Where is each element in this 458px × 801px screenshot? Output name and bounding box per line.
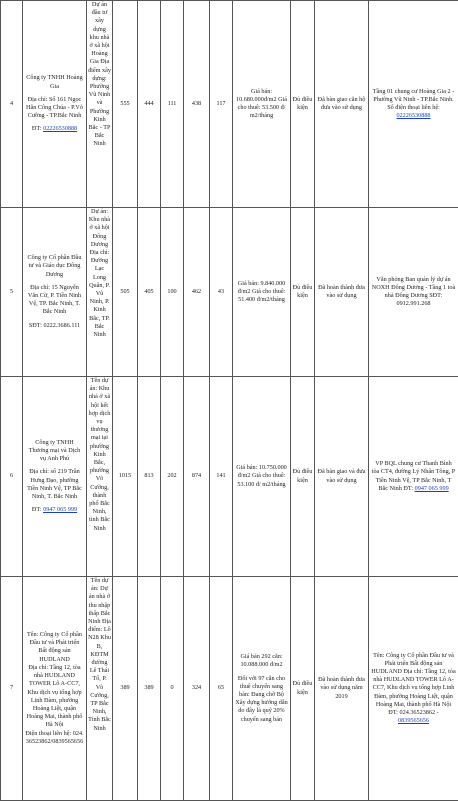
total-units: 1015 bbox=[113, 377, 138, 577]
company-phone-line: Điện thoại liên hệ: 024. 36523862/0839565656 bbox=[25, 730, 84, 746]
price-cell: Giá bán: 10.750.000 đ/m2 Giá cho thuê: 53.100 đ/ m2/tháng bbox=[233, 377, 291, 577]
company-name: Công ty Cổ phần Đầu tư và Giáo dục Đông Dương bbox=[25, 254, 84, 279]
units-col-1: 444 bbox=[138, 1, 161, 208]
total-units: 389 bbox=[113, 577, 138, 801]
price-main: Giá bán 292 căn: 10.088.000 đ/m2 bbox=[235, 653, 288, 669]
total-units: 555 bbox=[113, 1, 138, 208]
project-cell: Dự án đầu tư xây dựng khu nhà ở xã hội Hoàng Gia Địa điểm xây dựng: Phường Vũ Ninh và Phường Kinh Bắc - TP Bắc Ninh bbox=[87, 1, 113, 208]
units-col-4: 65 bbox=[210, 577, 233, 801]
units-col-1: 389 bbox=[138, 577, 161, 801]
contact-phone-link[interactable]: 0839565656 bbox=[371, 717, 456, 725]
contact-cell bbox=[369, 577, 458, 801]
company-name: Tên: Công ty Cổ phần Đầu tư và Phát triển Bất động sản HUDLAND bbox=[25, 631, 84, 664]
company-phone-line bbox=[25, 125, 84, 133]
contact-text: Tầng 01 chung cư Hoàng Gia 2 - Phường Vũ Ninh - TP.Bắc Ninh. Số điện thoại liên hệ: bbox=[373, 88, 455, 111]
units-col-3: 874 bbox=[184, 377, 210, 577]
company-address: Địa chỉ: số 219 Trần Hưng Đạo, phường Tiền Ninh Vệ, TP Bắc Ninh, T. Bắc Ninh bbox=[25, 468, 84, 501]
contact-cell bbox=[369, 1, 458, 208]
units-col-1: 813 bbox=[138, 377, 161, 577]
price-note: Đối với 97 căn cho thuê chuyển sang bán: Đang chờ Bộ Xây dựng hướng dẫn do đây là quỹ 20% chuyển sang bán bbox=[235, 675, 288, 724]
developer-cell bbox=[23, 1, 87, 208]
contact-phone-link[interactable]: 02226530888 bbox=[371, 112, 456, 120]
units-col-2: 0 bbox=[161, 577, 184, 801]
contact-phone-link[interactable]: 0947 065 999 bbox=[415, 485, 449, 492]
price-cell bbox=[233, 577, 291, 801]
price-cell: Giá bán: 10.680.000đ/m2 Giá cho thuê: 53.500 đ/ m2/tháng bbox=[233, 1, 291, 208]
units-col-2: 100 bbox=[161, 208, 184, 377]
company-address: Địa chỉ: 15 Nguyễn Văn Cừ, P. Tiền Ninh Vệ, TP. Bắc Ninh, T. Bắc Ninh bbox=[25, 284, 84, 317]
company-phone-line bbox=[25, 506, 84, 514]
company-address: Địa chỉ: Tầng 12, tòa nhà HUDLAND TOWER Lô A-CC7, Khu dịch vụ tổng hợp Linh Đàm, phường Hoàng Liệt, quận Hoàng Mai, thành phố Hà Nội bbox=[25, 664, 84, 730]
table-row bbox=[1, 377, 458, 577]
units-col-3: 462 bbox=[184, 208, 210, 377]
company-name: Công ty TNHH Hoàng Gia bbox=[25, 74, 84, 90]
units-col-2: 202 bbox=[161, 377, 184, 577]
units-col-4: 43 bbox=[210, 208, 233, 377]
contact-cell bbox=[369, 377, 458, 577]
company-name: Công ty TNHH Thương mại và Dịch vụ Anh Phú bbox=[25, 439, 84, 464]
row-number: 4 bbox=[1, 1, 23, 208]
developer-cell bbox=[23, 208, 87, 377]
units-col-4: 141 bbox=[210, 377, 233, 577]
developer-cell bbox=[23, 577, 87, 801]
table-row bbox=[1, 1, 458, 208]
units-col-3: 324 bbox=[184, 577, 210, 801]
units-col-3: 438 bbox=[184, 1, 210, 208]
phone-link[interactable]: 0947 065 999 bbox=[43, 506, 77, 513]
contact-cell: Văn phòng Ban quản lý dự án NOXH Đông Dương - Tầng 1 toà nhà Đông Dương SĐT: 0912.991.268 bbox=[369, 208, 458, 377]
contact-text: Tên: Công ty Cổ phần Đầu tư và Phát triển Bất động sản HUDLAND Địa chỉ: Tầng 12, tòa nhà HUDLAND TOWER Lô A-CC7, Khu dịch vụ tổng hợp Linh Đàm, phường Hoàng Liệt, quận Hoàng Mai, thành phố Hà Nội ĐT: 024.36523862 - bbox=[371, 652, 455, 716]
row-number: 7 bbox=[1, 577, 23, 801]
table-row bbox=[1, 577, 458, 801]
condition-cell: Đủ điều kiện bbox=[291, 377, 315, 577]
project-cell: Tên dự án: Khu nhà ở xã hội kết hợp dịch vụ thương mại tại phường Kinh Bắc, phường Võ Cường, thành phố Bắc Ninh, tỉnh Bắc Ninh bbox=[87, 377, 113, 577]
condition-cell: Đủ điều kiện bbox=[291, 1, 315, 208]
status-cell: Đã bàn giao căn hộ đưa vào sử dụng bbox=[315, 1, 369, 208]
status-cell: Đã bàn giao và đưa vào sử dụng bbox=[315, 377, 369, 577]
phone-link[interactable]: 02226530888 bbox=[43, 125, 77, 132]
price-cell: Giá bán: 9.840.000 đ/m2 Giá cho thuê: 51.400 đ/m2/tháng bbox=[233, 208, 291, 377]
row-number: 6 bbox=[1, 377, 23, 577]
status-cell: Đã hoàn thành đưa vào sử dụng bbox=[315, 208, 369, 377]
condition-cell: Đủ điều kiện bbox=[291, 577, 315, 801]
phone-label: ĐT: bbox=[32, 506, 42, 513]
table-row bbox=[1, 208, 458, 377]
row-number: 5 bbox=[1, 208, 23, 377]
project-cell: Dự án: Khu nhà ở xã hội Đông Dương Địa chỉ: Đường Lạc Long Quân, P. Vũ Ninh, P. Kinh Bắc, TP. Bắc Ninh bbox=[87, 208, 113, 377]
company-phone-line: SĐT: 0222.3686.111 bbox=[25, 322, 84, 330]
status-cell: Đã hoàn thành đưa vào sử dụng năm 2019 bbox=[315, 577, 369, 801]
units-col-2: 111 bbox=[161, 1, 184, 208]
developer-cell bbox=[23, 377, 87, 577]
total-units: 505 bbox=[113, 208, 138, 377]
phone-label: ĐT: bbox=[32, 125, 42, 132]
company-address: Địa chỉ: Số 161 Ngọc Hân Công Chúa - P.Võ Cường - TP.Bắc Ninh bbox=[25, 96, 84, 121]
units-col-4: 117 bbox=[210, 1, 233, 208]
condition-cell: Đủ điều kiện bbox=[291, 208, 315, 377]
contact-text: VP BQL chung cư Thanh Bình tòa CT4, đường Lý Nhân Tông, P Tiền Ninh Vệ, TP Bắc Ninh, T Bắc Ninh ĐT: bbox=[372, 460, 456, 492]
units-col-1: 405 bbox=[138, 208, 161, 377]
project-cell: Tên dự án: Dự án nhà ở thu nhập thấp Bắc Ninh Địa điểm: Lô N28 Khu B, KĐTM đường Lê Thái Tổ, P. Võ Cường, TP Bắc Ninh, Tỉnh Bắc Ninh bbox=[87, 577, 113, 801]
